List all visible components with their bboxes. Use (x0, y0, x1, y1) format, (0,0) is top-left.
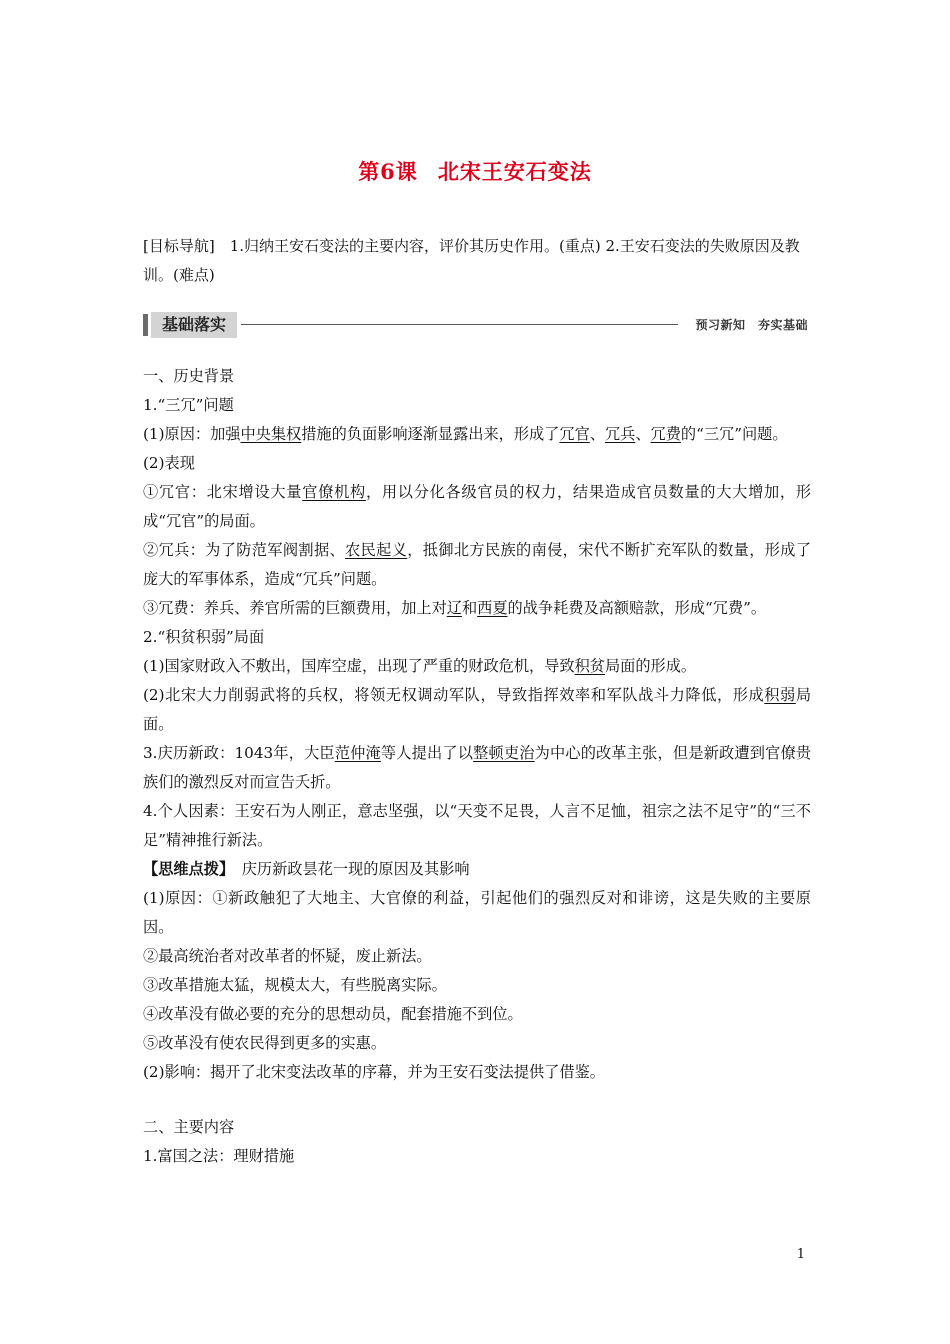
fill-answer: 积弱 (764, 686, 796, 704)
fill-answer: 冗官 (559, 425, 590, 443)
fill-answer: 积贫 (574, 657, 605, 675)
fill-answer: 西夏 (477, 599, 508, 617)
paragraph: (1)国家财政入不敷出，国库空虚，出现了严重的财政危机，导致积贫局面的形成。 (143, 657, 697, 675)
thinking-tip: 【思维点拨】 庆历新政昙花一现的原因及其影响 (143, 860, 470, 878)
paragraph: (1)原因：①新政触犯了大地主、大官僚的利益，引起他们的强烈反对和诽谤，这是失败的主要原因。 (143, 889, 811, 936)
paragraph: (2)表现 (143, 454, 195, 472)
paragraph: ②最高统治者对改革者的怀疑，废止新法。 (143, 947, 432, 965)
paragraph: ③冗费：养兵、养官所需的巨额费用，加上对辽和西夏的战争耗费及高额赔款，形成“冗费”。 (143, 599, 767, 617)
paragraph: (1)原因：加强中央集权措施的负面影响逐渐显露出来，形成了冗官、冗兵、冗费的“三冗”问题。 (143, 425, 788, 443)
paragraph: ④改革没有做必要的充分的思想动员，配套措施不到位。 (143, 1005, 523, 1023)
lesson-name: 北宋王安石变法 (437, 159, 592, 184)
fill-answer: 整顿吏治 (473, 744, 535, 762)
paragraph: 1.富国之法：理财措施 (143, 1147, 295, 1165)
paragraph: (2)北宋大力削弱武将的兵权，将领无权调动军队，导致指挥效率和军队战斗力降低，形成积弱局面。 (143, 686, 812, 733)
band-marker (143, 314, 148, 336)
section-heading-background: 一、历史背景 (143, 367, 235, 385)
page-number: 1 (796, 1247, 805, 1262)
fill-answer: 中央集权 (240, 425, 302, 443)
paragraph: 2.“积贫积弱”局面 (143, 628, 265, 646)
lesson-number: 第6课 (358, 159, 418, 184)
paragraph: ①冗官：北宋增设大量官僚机构，用以分化各级官员的权力，结果造成官员数量的大大增加，形成“冗官”的局面。 (143, 483, 812, 530)
paragraph: ③改革措施太猛，规模太大，有些脱离实际。 (143, 976, 447, 994)
lesson-title (0, 156, 950, 186)
section-band (143, 312, 808, 338)
fill-answer: 农民起义 (345, 541, 408, 559)
band-rule (241, 324, 678, 325)
section-heading-content: 二、主要内容 (143, 1118, 235, 1136)
paragraph: 1.“三冗”问题 (143, 396, 234, 414)
band-tagline: 预习新知 夯实基础 (695, 318, 808, 332)
document-body (143, 362, 811, 1171)
fill-answer: 冗费 (650, 425, 681, 443)
paragraph: 3.庆历新政：1043年，大臣范仲淹等人提出了以整顿吏治为中心的改革主张，但是新政遭到官僚贵族们的激烈反对而宣告夭折。 (143, 744, 812, 791)
fill-answer: 辽 (446, 599, 462, 617)
paragraph: ②冗兵：为了防范军阀割据、农民起义，抵御北方民族的南侵，宋代不断扩充军队的数量，形成了庞大的军事体系，造成“冗兵”问题。 (143, 541, 812, 588)
paragraph: (2)影响：揭开了北宋变法改革的序幕，并为王安石变法提供了借鉴。 (143, 1063, 605, 1081)
paragraph: 4.个人因素：王安石为人刚正，意志坚强，以“天变不足畏，人言不足恤，祖宗之法不足守”的“三不足”精神推行新法。 (143, 802, 811, 849)
fill-answer: 冗兵 (604, 425, 636, 443)
tip-label: 【思维点拨】 (143, 860, 227, 878)
learning-goals: [目标导航] 1.归纳王安石变法的主要内容，评价其历史作用。(重点) 2.王安石变法的失败原因及教训。(难点) (143, 237, 800, 284)
paragraph: ⑤改革没有使农民得到更多的实惠。 (143, 1034, 386, 1052)
fill-answer: 范仲淹 (334, 744, 381, 762)
band-label: 基础落实 (151, 312, 237, 338)
fill-answer: 官僚机构 (302, 483, 366, 501)
